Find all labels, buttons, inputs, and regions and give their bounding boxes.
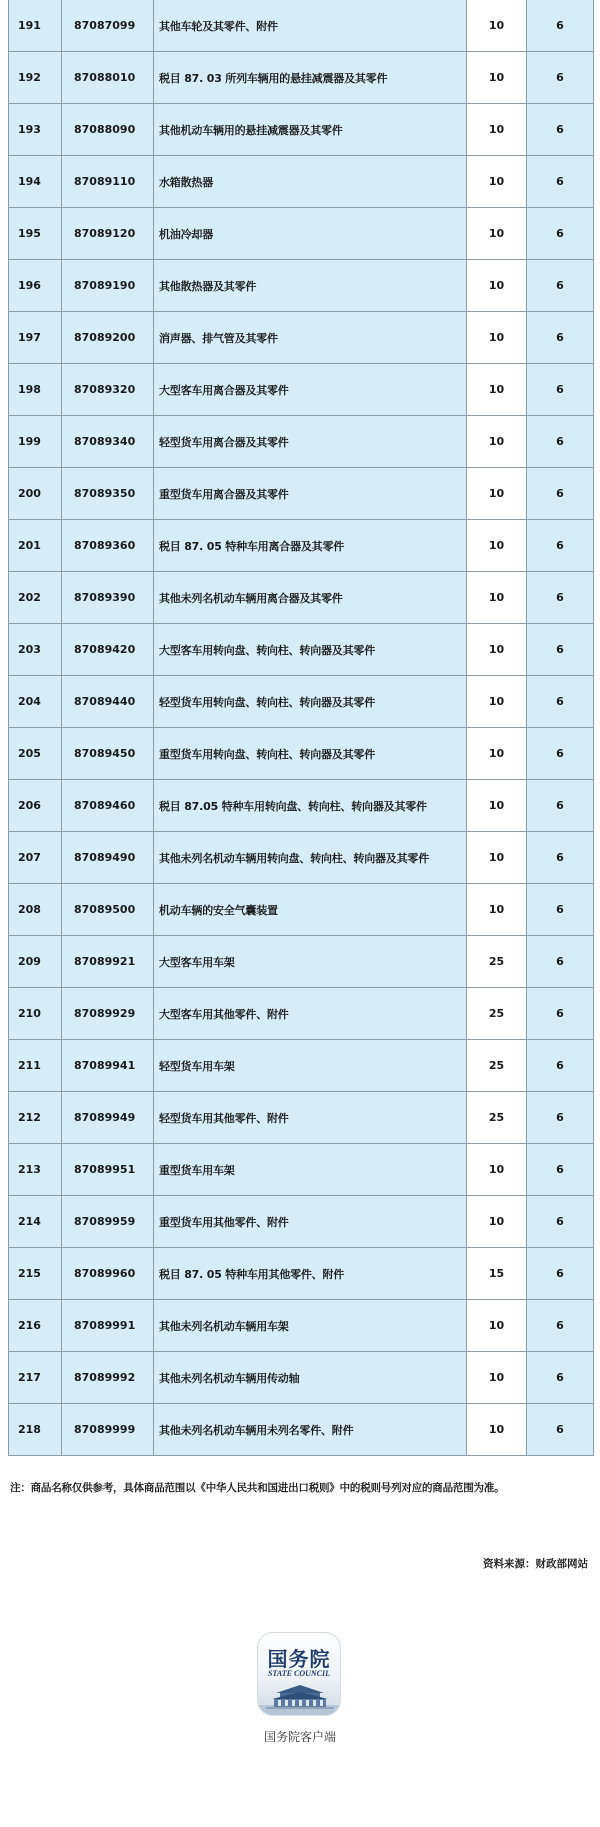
rate-column-2: 6	[527, 468, 593, 519]
rate-column-1: 10	[467, 1300, 527, 1351]
row-number: 195	[9, 208, 62, 259]
table-row	[9, 1351, 593, 1403]
tariff-code: 87089992	[62, 1352, 154, 1403]
table-row	[9, 1091, 593, 1143]
table-row	[9, 883, 593, 935]
rate-column-1: 10	[467, 676, 527, 727]
tariff-code: 87089941	[62, 1040, 154, 1091]
table-row	[9, 727, 593, 779]
tariff-code: 87089959	[62, 1196, 154, 1247]
rate-column-2: 6	[527, 156, 593, 207]
table-row	[9, 467, 593, 519]
tariff-code: 87089500	[62, 884, 154, 935]
row-number: 200	[9, 468, 62, 519]
tariff-code: 87089949	[62, 1092, 154, 1143]
rate-column-1: 25	[467, 936, 527, 987]
rate-column-1: 10	[467, 572, 527, 623]
app-icon-title: 国务院	[267, 1647, 331, 1671]
product-name: 大型客车用车架	[154, 936, 467, 987]
tariff-code: 87089490	[62, 832, 154, 883]
table-row	[9, 207, 593, 259]
product-name: 机油冷却器	[154, 208, 467, 259]
tariff-code: 87089120	[62, 208, 154, 259]
rate-column-1: 10	[467, 364, 527, 415]
product-name: 重型货车用车架	[154, 1144, 467, 1195]
tariff-code: 87089190	[62, 260, 154, 311]
product-name: 重型货车用离合器及其零件	[154, 468, 467, 519]
rate-column-2: 6	[527, 624, 593, 675]
tariff-code: 87089921	[62, 936, 154, 987]
rate-column-2: 6	[527, 208, 593, 259]
rate-column-1: 10	[467, 1404, 527, 1455]
tariff-code: 87089350	[62, 468, 154, 519]
row-number: 207	[9, 832, 62, 883]
product-name: 大型客车用其他零件、附件	[154, 988, 467, 1039]
table-row	[9, 1247, 593, 1299]
table-row	[9, 0, 593, 51]
product-name: 其他散热器及其零件	[154, 260, 467, 311]
product-name: 其他未列名机动车辆用车架	[154, 1300, 467, 1351]
tariff-code: 87089460	[62, 780, 154, 831]
rate-column-1: 10	[467, 0, 527, 51]
rate-column-1: 10	[467, 312, 527, 363]
rate-column-1: 10	[467, 416, 527, 467]
tariff-code: 87089360	[62, 520, 154, 571]
tariff-code: 87089929	[62, 988, 154, 1039]
row-number: 202	[9, 572, 62, 623]
rate-column-2: 6	[527, 572, 593, 623]
row-number: 193	[9, 104, 62, 155]
row-number: 198	[9, 364, 62, 415]
row-number: 214	[9, 1196, 62, 1247]
rate-column-1: 10	[467, 780, 527, 831]
rate-column-1: 10	[467, 260, 527, 311]
product-name: 其他未列名机动车辆用未列名零件、附件	[154, 1404, 467, 1455]
row-number: 218	[9, 1404, 62, 1455]
rate-column-2: 6	[527, 52, 593, 103]
product-name: 轻型货车用其他零件、附件	[154, 1092, 467, 1143]
tariff-code: 87089320	[62, 364, 154, 415]
product-name: 大型客车用离合器及其零件	[154, 364, 467, 415]
row-number: 201	[9, 520, 62, 571]
footnote: 注：商品名称仅供参考，具体商品范围以《中华人民共和国进出口税则》中的税则号列对应的商品范围为准。	[10, 1482, 505, 1494]
tariff-code: 87089999	[62, 1404, 154, 1455]
tariff-code: 87089340	[62, 416, 154, 467]
product-name: 税目 87. 05 特种车用离合器及其零件	[154, 520, 467, 571]
rate-column-1: 25	[467, 1040, 527, 1091]
rate-column-1: 10	[467, 520, 527, 571]
row-number: 208	[9, 884, 62, 935]
product-name: 轻型货车用车架	[154, 1040, 467, 1091]
rate-column-1: 10	[467, 156, 527, 207]
row-number: 213	[9, 1144, 62, 1195]
table-row	[9, 935, 593, 987]
rate-column-1: 15	[467, 1248, 527, 1299]
rate-column-2: 6	[527, 780, 593, 831]
rate-column-2: 6	[527, 260, 593, 311]
row-number: 191	[9, 0, 62, 51]
product-name: 大型客车用转向盘、转向柱、转向器及其零件	[154, 624, 467, 675]
table-row	[9, 987, 593, 1039]
product-name: 其他未列名机动车辆用离合器及其零件	[154, 572, 467, 623]
row-number: 217	[9, 1352, 62, 1403]
row-number: 216	[9, 1300, 62, 1351]
product-name: 轻型货车用离合器及其零件	[154, 416, 467, 467]
rate-column-2: 6	[527, 1300, 593, 1351]
row-number: 194	[9, 156, 62, 207]
row-number: 203	[9, 624, 62, 675]
row-number: 211	[9, 1040, 62, 1091]
rate-column-2: 6	[527, 416, 593, 467]
rate-column-2: 6	[527, 1092, 593, 1143]
tariff-code: 87087099	[62, 0, 154, 51]
table-row	[9, 311, 593, 363]
row-number: 197	[9, 312, 62, 363]
rate-column-2: 6	[527, 0, 593, 51]
rate-column-2: 6	[527, 312, 593, 363]
product-name: 其他车轮及其零件、附件	[154, 0, 467, 51]
rate-column-1: 10	[467, 832, 527, 883]
rate-column-1: 10	[467, 624, 527, 675]
product-name: 税目 87. 03 所列车辆用的悬挂减震器及其零件	[154, 52, 467, 103]
table-row	[9, 831, 593, 883]
rate-column-2: 6	[527, 520, 593, 571]
tariff-code: 87089200	[62, 312, 154, 363]
product-name: 税目 87. 05 特种车用其他零件、附件	[154, 1248, 467, 1299]
product-name: 重型货车用转向盘、转向柱、转向器及其零件	[154, 728, 467, 779]
table-row	[9, 571, 593, 623]
product-name: 消声器、排气管及其零件	[154, 312, 467, 363]
rate-column-1: 10	[467, 1352, 527, 1403]
row-number: 196	[9, 260, 62, 311]
product-name: 轻型货车用转向盘、转向柱、转向器及其零件	[154, 676, 467, 727]
table-row	[9, 363, 593, 415]
app-icon-subtitle: STATE COUNCIL	[267, 1669, 330, 1678]
rate-column-1: 10	[467, 1196, 527, 1247]
row-number: 215	[9, 1248, 62, 1299]
table-row	[9, 1299, 593, 1351]
state-council-app-icon[interactable]	[257, 1632, 341, 1716]
tariff-code: 87088090	[62, 104, 154, 155]
rate-column-2: 6	[527, 936, 593, 987]
table-row	[9, 155, 593, 207]
rate-column-1: 25	[467, 988, 527, 1039]
rate-column-2: 6	[527, 1196, 593, 1247]
table-row	[9, 1403, 593, 1455]
rate-column-2: 6	[527, 1144, 593, 1195]
row-number: 205	[9, 728, 62, 779]
rate-column-1: 25	[467, 1092, 527, 1143]
row-number: 204	[9, 676, 62, 727]
source-credit: 资料来源：财政部网站	[483, 1558, 588, 1570]
product-name: 重型货车用其他零件、附件	[154, 1196, 467, 1247]
tariff-code: 87088010	[62, 52, 154, 103]
tariff-code: 87089991	[62, 1300, 154, 1351]
table-row	[9, 519, 593, 571]
rate-column-1: 10	[467, 1144, 527, 1195]
row-number: 206	[9, 780, 62, 831]
rate-column-2: 6	[527, 1248, 593, 1299]
rate-column-2: 6	[527, 988, 593, 1039]
rate-column-2: 6	[527, 1404, 593, 1455]
table-row	[9, 1195, 593, 1247]
rate-column-1: 10	[467, 468, 527, 519]
table-row	[9, 623, 593, 675]
tariff-code: 87089450	[62, 728, 154, 779]
tariff-code: 87089110	[62, 156, 154, 207]
tariff-table	[8, 0, 594, 1456]
table-row	[9, 103, 593, 155]
row-number: 212	[9, 1092, 62, 1143]
rate-column-2: 6	[527, 884, 593, 935]
rate-column-1: 10	[467, 728, 527, 779]
tariff-code: 87089951	[62, 1144, 154, 1195]
product-name: 税目 87.05 特种车用转向盘、转向柱、转向器及其零件	[154, 780, 467, 831]
row-number: 199	[9, 416, 62, 467]
rate-column-2: 6	[527, 104, 593, 155]
building-icon	[258, 1679, 341, 1715]
rate-column-2: 6	[527, 364, 593, 415]
product-name: 机动车辆的安全气囊装置	[154, 884, 467, 935]
table-row	[9, 1143, 593, 1195]
product-name: 其他机动车辆用的悬挂减震器及其零件	[154, 104, 467, 155]
table-row	[9, 1039, 593, 1091]
tariff-code: 87089960	[62, 1248, 154, 1299]
app-label: 国务院客户端	[263, 1730, 336, 1744]
table-row	[9, 675, 593, 727]
rate-column-1: 10	[467, 104, 527, 155]
table-row	[9, 779, 593, 831]
rate-column-2: 6	[527, 676, 593, 727]
rate-column-1: 10	[467, 208, 527, 259]
product-name: 其他未列名机动车辆用传动轴	[154, 1352, 467, 1403]
tariff-code: 87089420	[62, 624, 154, 675]
product-name: 其他未列名机动车辆用转向盘、转向柱、转向器及其零件	[154, 832, 467, 883]
rate-column-1: 10	[467, 52, 527, 103]
table-row	[9, 415, 593, 467]
rate-column-2: 6	[527, 832, 593, 883]
row-number: 210	[9, 988, 62, 1039]
table-row	[9, 51, 593, 103]
rate-column-2: 6	[527, 1040, 593, 1091]
row-number: 192	[9, 52, 62, 103]
rate-column-2: 6	[527, 1352, 593, 1403]
tariff-code: 87089390	[62, 572, 154, 623]
row-number: 209	[9, 936, 62, 987]
product-name: 水箱散热器	[154, 156, 467, 207]
table-row	[9, 259, 593, 311]
tariff-code: 87089440	[62, 676, 154, 727]
rate-column-2: 6	[527, 728, 593, 779]
rate-column-1: 10	[467, 884, 527, 935]
